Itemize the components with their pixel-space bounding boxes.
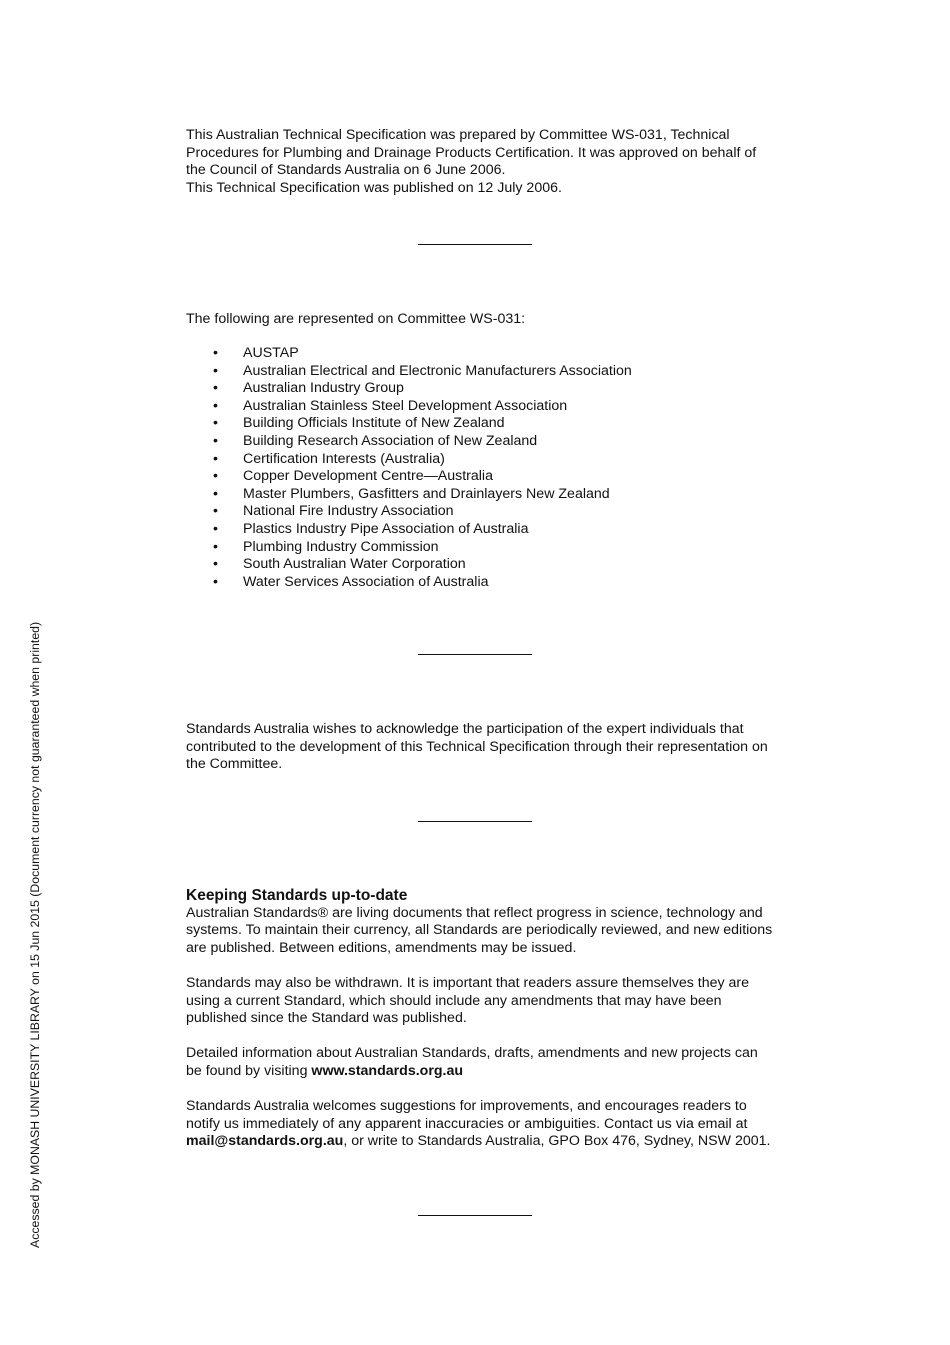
- keeping-para-4: [186, 1098, 776, 1151]
- text-line: [186, 1063, 776, 1081]
- text-fragment: , or write to Standards Australia, GPO Box 476, Sydney, NSW 2001.: [343, 1133, 771, 1150]
- section-divider: [418, 654, 532, 655]
- member-name: Australian Industry Group: [243, 380, 404, 397]
- text-fragment: be found by visiting: [186, 1062, 312, 1079]
- intro-line: This Technical Specification was published on 12 July 2006.: [186, 179, 562, 196]
- list-item: [186, 451, 632, 469]
- committee-intro: The following are represented on Committee WS-031:: [186, 311, 526, 327]
- bullet-icon: •: [213, 415, 218, 432]
- bullet-icon: •: [213, 538, 218, 555]
- list-item: [186, 433, 632, 451]
- acknowledgement-line: contributed to the development of this Technical Specification through their representation on: [186, 738, 768, 755]
- list-item: [186, 539, 632, 557]
- text-line: are published. Between editions, amendments may be issued.: [186, 939, 577, 956]
- member-name: National Fire Industry Association: [243, 503, 454, 520]
- bullet-icon: •: [213, 485, 218, 502]
- member-name: Water Services Association of Australia: [243, 573, 489, 590]
- bullet-icon: •: [213, 380, 218, 397]
- member-name: Master Plumbers, Gasfitters and Drainlayers New Zealand: [243, 485, 610, 502]
- intro-paragraph: [186, 127, 776, 197]
- bullet-icon: •: [213, 573, 218, 590]
- section-heading: Keeping Standards up-to-date: [186, 887, 408, 904]
- acknowledgement-line: Standards Australia wishes to acknowledge the participation of the expert individuals that: [186, 721, 744, 737]
- list-item: [186, 574, 632, 592]
- list-item: [186, 380, 632, 398]
- member-name: Copper Development Centre—Australia: [243, 468, 493, 485]
- member-name: Australian Stainless Steel Development Association: [243, 397, 568, 414]
- list-item: [186, 415, 632, 433]
- text-line: using a current Standard, which should include any amendments that may have been: [186, 992, 722, 1009]
- text-line: Australian Standards® are living documents that reflect progress in science, technology and: [186, 904, 763, 921]
- keeping-para-2: [186, 975, 776, 1028]
- text-line: systems. To maintain their currency, all Standards are periodically reviewed, and new editions: [186, 922, 773, 939]
- bullet-icon: •: [213, 345, 218, 361]
- section-divider: [418, 821, 532, 822]
- keeping-para-3: [186, 1045, 776, 1080]
- member-name: Building Officials Institute of New Zealand: [243, 415, 505, 432]
- keeping-para-1: [186, 905, 776, 958]
- list-item: [186, 398, 632, 416]
- bullet-icon: •: [213, 556, 218, 573]
- list-item: [186, 486, 632, 504]
- bullet-icon: •: [213, 450, 218, 467]
- acknowledgement-line: the Committee.: [186, 756, 283, 773]
- member-name: South Australian Water Corporation: [243, 556, 466, 573]
- member-name: Plumbing Industry Commission: [243, 538, 439, 555]
- intro-line: Procedures for Plumbing and Drainage Products Certification. It was approved on behalf of: [186, 144, 757, 161]
- list-item: [186, 521, 632, 539]
- section-divider: [418, 1215, 532, 1216]
- bullet-icon: •: [213, 362, 218, 379]
- member-name: Certification Interests (Australia): [243, 450, 445, 467]
- website-link[interactable]: www.standards.org.au: [311, 1062, 464, 1079]
- member-name: AUSTAP: [243, 345, 299, 361]
- text-line: [186, 1133, 776, 1151]
- member-name: Building Research Association of New Zealand: [243, 432, 538, 449]
- committee-member-list: [186, 345, 632, 591]
- text-line: notify us immediately of any apparent inaccuracies or ambiguities. Contact us via email at: [186, 1115, 748, 1132]
- section-divider: [418, 244, 532, 245]
- intro-line: the Council of Standards Australia on 6 June 2006.: [186, 162, 506, 179]
- keeping-standards-section: [186, 887, 776, 1151]
- bullet-icon: •: [213, 397, 218, 414]
- text-line: Standards may also be withdrawn. It is important that readers assure themselves they are: [186, 974, 750, 991]
- list-item: [186, 556, 632, 574]
- member-name: Australian Electrical and Electronic Manufacturers Association: [243, 362, 632, 379]
- intro-line: This Australian Technical Specification was prepared by Committee WS-031, Technical: [186, 127, 730, 143]
- text-line: Detailed information about Australian Standards, drafts, amendments and new projects can: [186, 1045, 758, 1062]
- bullet-icon: •: [213, 468, 218, 485]
- acknowledgement-paragraph: [186, 721, 776, 774]
- bullet-icon: •: [213, 432, 218, 449]
- list-item: [186, 468, 632, 486]
- text-line: published since the Standard was published.: [186, 1010, 467, 1027]
- access-watermark-note: Accessed by MONASH UNIVERSITY LIBRARY on 15 Jun 2015 (Document currency not guaranteed when printed): [28, 621, 42, 1248]
- bullet-icon: •: [213, 520, 218, 537]
- list-item: [186, 503, 632, 521]
- member-name: Plastics Industry Pipe Association of Australia: [243, 520, 529, 537]
- list-item: [186, 363, 632, 381]
- text-line: Standards Australia welcomes suggestions for improvements, and encourages readers to: [186, 1098, 747, 1115]
- email-link[interactable]: mail@standards.org.au: [186, 1133, 344, 1150]
- list-item: [186, 345, 632, 363]
- bullet-icon: •: [213, 503, 218, 520]
